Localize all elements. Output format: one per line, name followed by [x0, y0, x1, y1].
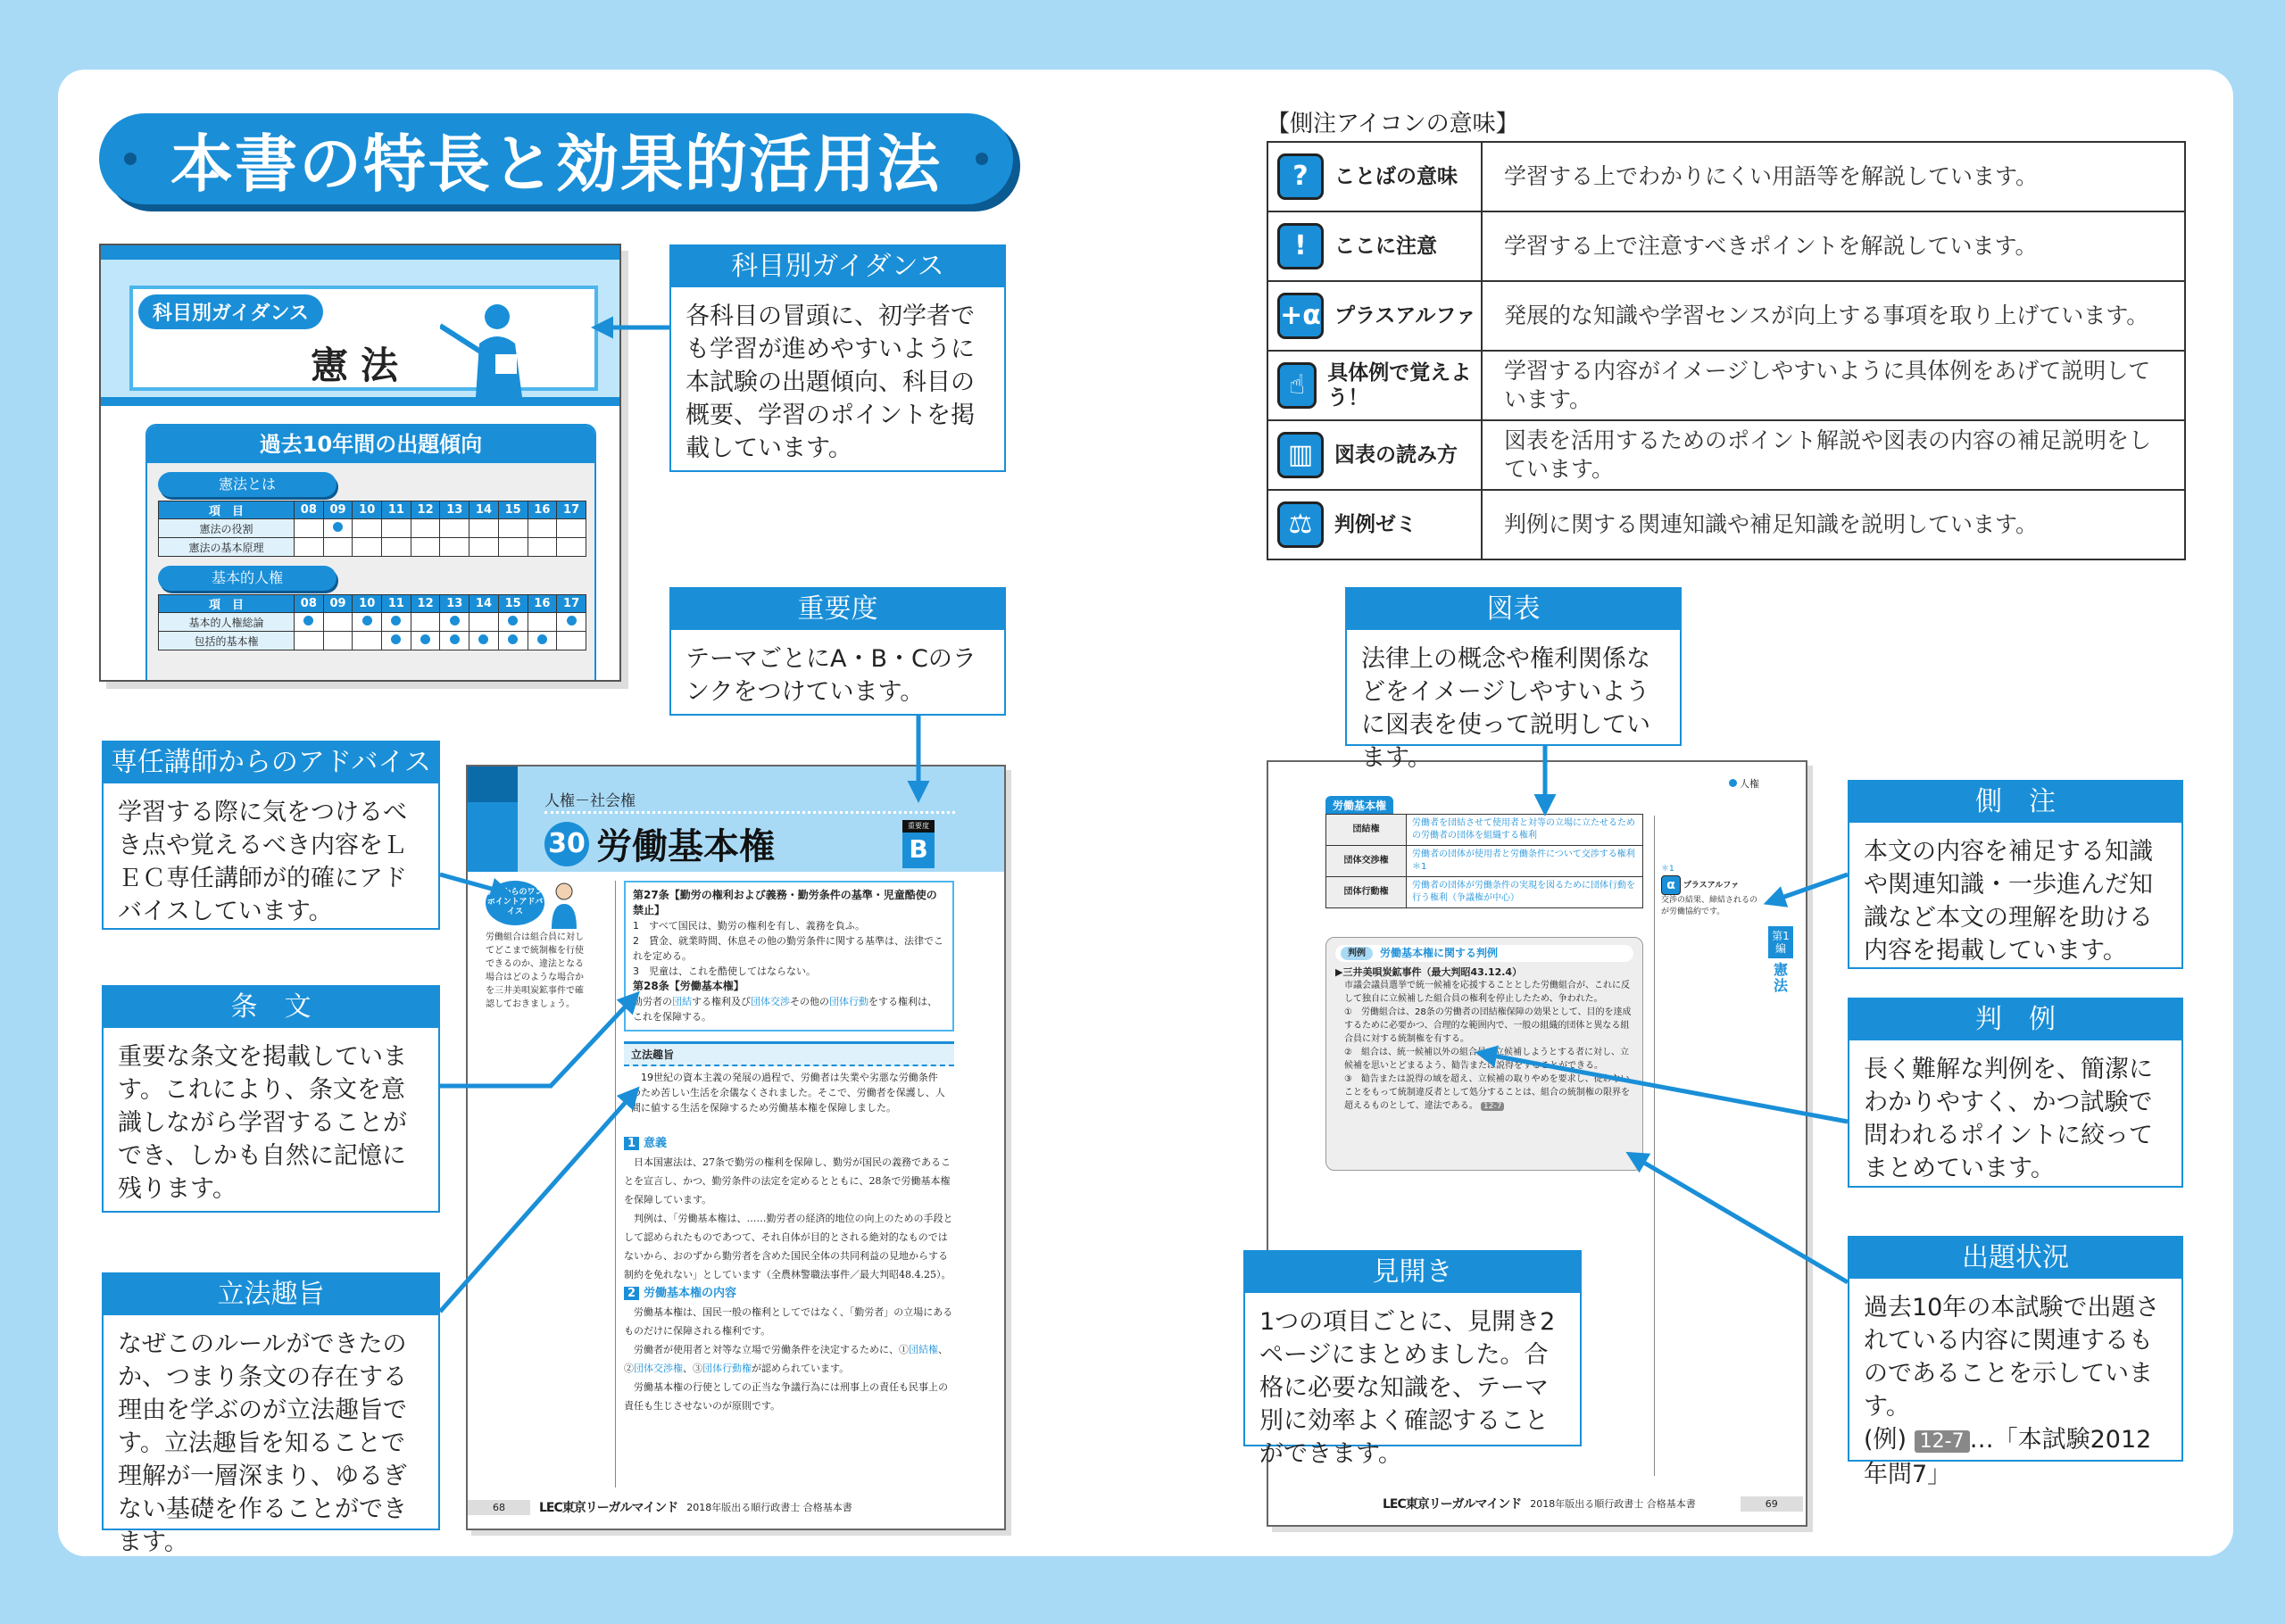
callout-importance [669, 587, 1006, 716]
article28-text [633, 994, 945, 1024]
trend-cell [557, 613, 586, 632]
callout-exam-text: 過去10年の本試験で出題されている内容に関連するものであることを示しています。 [1864, 1294, 2160, 1421]
section1-para2: 判例は、「労働基本権は、……勤労者の経済的地位の向上のための手段として認められたものであつて、それ自体が目的とされる絶対的なものではないから、おのずから勤労者を含めた国民全体の共同利益の見地からする制約を免れない」としています（全農林警職法事件／最大判昭48.4.25）。 [624, 1213, 953, 1280]
person-example-icon: ☝ [1277, 362, 1317, 409]
section2-para2 [624, 1340, 954, 1378]
a28-pre: 勤労者の [633, 996, 672, 1007]
right-desc: 労働者の団体が労働条件の実現を図るために団体行動を行う権利（争議権が中心） [1407, 877, 1643, 908]
trend-cell [323, 538, 353, 557]
chapter-part: 第1編 [1768, 926, 1793, 958]
legend-name-cell [1267, 351, 1482, 420]
trend-cell [528, 538, 557, 557]
case-point: ① 労働組合は、28条の労働者の団結権保障の効果として、目的を達成するために必要かつ、合理的な範囲内で、一般の組織的団体と異なる組合員に対する統制権を有する。 [1344, 1007, 1632, 1044]
trend-cell [557, 538, 586, 557]
section2-heading [624, 1284, 954, 1303]
exam-dot-mark [303, 616, 313, 626]
legend-row [1267, 142, 2185, 211]
publisher-logo: LEC東京リーガルマインド [1383, 1497, 1522, 1512]
topic-category: 人権－社会権 [544, 792, 636, 810]
trend-year-header: 13 [440, 595, 469, 613]
exam-ref-badge: 12-7 [1481, 1102, 1504, 1111]
legend-name: ここに注意 [1334, 235, 1437, 258]
column-divider [1654, 816, 1655, 1476]
exam-dot-mark [450, 634, 460, 644]
callout-spread-title: 見開き [1245, 1252, 1580, 1293]
trend-cell [440, 632, 469, 650]
topic-number: 30 [544, 822, 589, 866]
callout-spread-text: 1つの項目ごとに、見開き2ページにまとめました。合格に必要な知識を、テーマ別に効率よく確認することができます。 [1259, 1308, 1556, 1468]
article27-item: 2 賃金、就業時間、休息その他の勤労条件に関する基準は、法律でこれを定める。 [633, 935, 943, 962]
trend-cell [323, 613, 353, 632]
legend-desc: 学習する上で注意すべきポイントを解説しています。 [1482, 211, 2185, 281]
precedent-title: 労働基本権に関する判例 [1380, 947, 1499, 959]
legend-desc: 学習する内容がイメージしやすいように具体例をあげて説明しています。 [1482, 351, 2185, 420]
trend-section-label: 憲法とは [158, 472, 337, 497]
trend-cell [353, 613, 382, 632]
guidance-subject: 憲法 [311, 344, 411, 387]
trend-cell [469, 519, 499, 538]
guidance-label: 科目別ガイダンス [138, 294, 323, 329]
publisher-logo: LEC東京リーガルマインド [539, 1501, 678, 1515]
trend-cell [295, 613, 324, 632]
trend-cell [528, 519, 557, 538]
callout-precedent-text: 長く難解な判例を、簡潔にわかりやすく、かつ試験で問われるポイントに絞ってまとめています。 [1864, 1056, 2153, 1182]
rights-row [1326, 877, 1643, 908]
legend-name: 判例ゼミ [1334, 513, 1417, 536]
page-number: 68 [468, 1500, 530, 1515]
trend-year-header: 17 [557, 501, 586, 519]
section2-para3: 労働基本権の行使としての正当な争議行為には刑事上の責任も民事上の責任も生じさせないのが原則です。 [624, 1381, 948, 1412]
trend-year-header: 11 [382, 501, 411, 519]
callout-chart-text: 法律上の概念や権利関係などをイメージしやすいように図表を使って説明しています。 [1361, 645, 1650, 772]
exam-dot-mark [450, 616, 460, 626]
trend-year-header: 15 [498, 595, 528, 613]
legend-name-cell [1267, 420, 1482, 490]
callout-article-title: 条 文 [104, 987, 438, 1028]
right-desc: 労働者を団結させて使用者と対等の立場に立たせるための労働者の団体を組織する権利 [1407, 815, 1643, 846]
page-footer [1383, 1495, 1803, 1512]
legend-desc: 発展的な知識や学習センスが向上する事項を取り上げています。 [1482, 281, 2185, 351]
section2-number: 2 [624, 1287, 639, 1300]
dotted-rule [544, 811, 955, 814]
legend-name: 具体例で覚えよう！ [1327, 361, 1472, 410]
trend-year-header: 10 [353, 595, 382, 613]
trend-cell [469, 632, 499, 650]
callout-exam-body [1849, 1279, 2181, 1504]
trend-row-label: 包括的基本権 [159, 632, 295, 650]
trend-cell [498, 632, 528, 650]
trend-cell [353, 632, 382, 650]
callout-advice [102, 741, 440, 930]
trend-section-label: 基本的人権 [158, 566, 337, 591]
sample-page-left [466, 765, 1006, 1530]
page-title-text: 本書の特長と効果的活用法 [170, 127, 942, 201]
trend-cell [382, 519, 411, 538]
chapter-tab [1768, 926, 1793, 994]
section1-heading [624, 1134, 954, 1153]
callout-sidenote-text: 本文の内容を補足する知識や関連知識・一歩進んだ知識など本文の理解を助ける内容を掲載しています。 [1864, 838, 2153, 965]
topic-category: 人権 [1729, 776, 1759, 791]
legend-name-cell [1267, 490, 1482, 559]
trend-cell [295, 538, 324, 557]
trend-row [159, 519, 586, 538]
trend-cell [498, 519, 528, 538]
trend-header-row [159, 595, 586, 613]
precedent-box [1325, 937, 1643, 1171]
callout-importance-title: 重要度 [671, 589, 1004, 630]
legend-name-cell [1267, 142, 1482, 211]
plus-alpha-icon: +α [1277, 293, 1324, 339]
case-point: ③ 勧告または説得の域を超え、立候補の取りやめを要求し、従わないことをもって統制違反者として処分することは、組合の統制権の限界を超えるものとして、違法である。 12-7 [1344, 1074, 1630, 1111]
legend-desc: 判例に関する関連知識や補足知識を説明しています。 [1482, 490, 2185, 559]
article27-title: 第27条【勤労の権利および義務・勤労条件の基準・児童酷使の禁止】 [633, 889, 937, 916]
question-icon: ? [1277, 153, 1324, 200]
trend-year-header: 12 [411, 501, 440, 519]
legend-desc: 図表を活用するためのポイント解説や図表の内容の補足説明をしています。 [1482, 420, 2185, 490]
section2-title: 労働基本権の内容 [644, 1287, 737, 1300]
precedent-tag: 判例 [1341, 947, 1373, 960]
page-footer [468, 1498, 852, 1516]
chapter-subject: 憲法 [1773, 961, 1788, 994]
plus-alpha-icon: α [1661, 875, 1681, 895]
s2p2-m1: 、② [624, 1344, 948, 1374]
trend-row-label: 憲法の基本原理 [159, 538, 295, 557]
legend-row [1267, 351, 2185, 420]
exam-dot-mark [420, 634, 430, 644]
rights-row [1326, 846, 1643, 877]
trend-item-header: 項 目 [159, 595, 295, 613]
precedent-header [1335, 945, 1633, 962]
s2-right2: 団体交渉権 [634, 1363, 683, 1374]
trend-cell [382, 632, 411, 650]
trend-year-header: 14 [469, 595, 499, 613]
legend-name-wrap [1277, 153, 1481, 200]
guidance-sample-image [99, 244, 621, 682]
figure-tag: 労働基本権 [1325, 796, 1393, 815]
trend-year-header: 15 [498, 501, 528, 519]
trend-year-header: 12 [411, 595, 440, 613]
page-title [99, 113, 1013, 204]
callout-sidenote-title: 側 注 [1849, 782, 2181, 823]
legend-name-wrap [1277, 223, 1481, 269]
trend-item-header: 項 目 [159, 501, 295, 519]
article-box [624, 881, 954, 1032]
book-title: 2018年版出る順行政書士 合格基本書 [1530, 1498, 1696, 1510]
teacher-icon [440, 299, 547, 415]
trend-cell [353, 538, 382, 557]
legend-name: 図表の読み方 [1334, 443, 1458, 467]
legend-name-wrap [1277, 360, 1481, 410]
s2p2-pre: 労働者が使用者と対等な立場で労働条件を決定するために、① [634, 1344, 909, 1355]
legend-name-wrap [1277, 293, 1481, 339]
trend-row-label: 憲法の役割 [159, 519, 295, 538]
exam-dot-mark [391, 616, 401, 626]
callout-exam [1848, 1236, 2183, 1488]
article27-item: 1 すべて国民は、勤労の権利を有し、義務を負ふ。 [633, 920, 865, 932]
exam-example-badge: 12-7 [1915, 1430, 1970, 1453]
case-point: ② 組合は、統一候補以外の組合員で立候補しようとする者に対し、立候補を思いとどまるよう、勧告または説得をすることができる。 [1344, 1048, 1629, 1071]
trend-cell [382, 613, 411, 632]
legend-name-cell [1267, 211, 1482, 281]
exam-dot-mark [567, 616, 577, 626]
exam-dot-mark [478, 634, 488, 644]
exam-trend-box [145, 424, 596, 682]
trend-cell [528, 632, 557, 650]
importance-badge [902, 820, 935, 868]
callout-chart-title: 図表 [1347, 589, 1680, 630]
legend-row [1267, 420, 2185, 490]
trend-cell [411, 519, 440, 538]
advice-text: 労働組合は組合員に対してどこまで統制権を行使できるのか、違法となる場合はどのような場合かを三井美唄炭鉱事件で確認しておきましょう。 [486, 932, 584, 1009]
trend-row-label: 基本的人権総論 [159, 613, 295, 632]
scales-icon: ⚖ [1277, 501, 1324, 548]
purpose-text: 19世紀の資本主義の発展の過程で、労働者は失業や劣悪な労働条件のため苦しい生活を余儀なくされました。そこで、労働者を保護し、人間に値する生活を保障するため労働基本権を保障しました。 [631, 1072, 945, 1114]
exam-example-text: …「本試験2012年問7」 [1864, 1426, 2152, 1488]
trend-year-header: 16 [528, 501, 557, 519]
trend-cell [557, 632, 586, 650]
legend-name: プラスアルファ [1334, 304, 1476, 327]
exam-trend-title: 過去10年間の出題傾向 [147, 426, 594, 463]
callout-precedent-title: 判 例 [1849, 999, 2181, 1040]
trend-cell [557, 519, 586, 538]
callout-precedent [1848, 998, 2183, 1188]
topic-title: 労働基本権 [596, 826, 775, 867]
a28-term1: 団結 [672, 996, 692, 1007]
column-divider [615, 881, 616, 1487]
a28-mid1: する権利及び [692, 996, 751, 1007]
s2-right3: 団体行動権 [702, 1363, 752, 1374]
callout-advice-text: 学習する際に気をつけるべき点や覚えるべき内容をＬＥＣ専任講師が的確にアドバイスしています。 [118, 799, 407, 925]
case-summary: 市議会議員選挙で統一候補を応援することとした労働組合が、これに反して独自に立候補した組合員の権利を停止したため、争われた。 [1344, 981, 1630, 1004]
s2p2-m2: 、③ [683, 1363, 702, 1374]
trend-row [159, 632, 586, 650]
right-name: 団結権 [1326, 815, 1407, 846]
trend-year-header: 13 [440, 501, 469, 519]
exclamation-icon: ! [1277, 223, 1324, 269]
trend-year-header: 11 [382, 595, 411, 613]
a28-term3: 団体行動 [829, 996, 868, 1007]
rights-table [1325, 814, 1643, 908]
trend-cell [353, 519, 382, 538]
page-number: 69 [1741, 1496, 1803, 1512]
a28-term2: 団体交渉 [751, 996, 790, 1007]
sidenote-mark: ＊1 [1661, 865, 1674, 874]
bar-chart-icon: ▥ [1277, 432, 1324, 478]
legend-caption: 【側注アイコンの意味】 [1267, 111, 1519, 137]
callout-chart [1345, 587, 1682, 772]
trend-year-header: 09 [323, 595, 353, 613]
trend-row [159, 538, 586, 557]
exam-dot-mark [537, 634, 547, 644]
importance-rank: B [909, 834, 928, 864]
lecturer-icon [548, 881, 580, 929]
callout-guidance-title: 科目別ガイダンス [671, 246, 1004, 287]
callout-purpose-text: なぜこのルールができたのか、つまり条文の存在する理由を学ぶのが立法趣旨です。立法趣旨を知ることで理解が一層深まり、ゆるぎない基礎を作ることができます。 [118, 1330, 407, 1556]
a28-post: をする権利は、これを保障する。 [633, 996, 937, 1023]
exam-dot-mark [362, 616, 372, 626]
callout-guidance-text: 各科目の冒頭に、初学者でも学習が進めやすいように本試験の出題傾向、科目の概要、学習のポイントを掲載しています。 [686, 302, 975, 462]
title-dot-left [124, 153, 137, 165]
exam-dot-mark [508, 616, 518, 626]
page-header [468, 766, 1004, 872]
exam-dot-mark [333, 522, 343, 532]
sidenote [1661, 864, 1759, 918]
trend-year-header: 08 [295, 595, 324, 613]
trend-cell [469, 538, 499, 557]
rights-row [1326, 815, 1643, 846]
exam-dot-mark [391, 634, 401, 644]
callout-article-text: 重要な条文を掲載しています。これにより、条文を意識しながら学習することができ、しかも自然に記憶に残ります。 [118, 1043, 407, 1203]
title-dot-right [976, 153, 988, 165]
legend-desc: 学習する上でわかりにくい用語等を解説しています。 [1482, 142, 2185, 211]
trend-cell [295, 632, 324, 650]
exam-example-prefix: (例) [1864, 1426, 1907, 1454]
trend-year-header: 16 [528, 595, 557, 613]
trend-cell [498, 538, 528, 557]
callout-purpose [102, 1272, 440, 1556]
page-body [624, 1134, 954, 1415]
trend-cell [440, 613, 469, 632]
legend-row [1267, 490, 2185, 559]
book-title: 2018年版出る順行政書士 合格基本書 [686, 1502, 852, 1513]
advice-sidenote [486, 881, 584, 1011]
trend-cell [440, 519, 469, 538]
trend-year-header: 09 [323, 501, 353, 519]
sidenote-text: 交渉の結果、締結されるのが労働協約です。 [1661, 896, 1758, 916]
legend-name-cell [1267, 281, 1482, 351]
callout-spread [1243, 1250, 1582, 1468]
legend-name-wrap [1277, 501, 1481, 548]
trend-cell [411, 632, 440, 650]
section1-number: 1 [624, 1137, 639, 1150]
importance-label: 重要度 [902, 820, 935, 833]
trend-cell [498, 613, 528, 632]
trend-cell [323, 519, 353, 538]
right-name: 団体行動権 [1326, 877, 1407, 908]
right-desc: 労働者の団体が使用者と労働条件について交渉する権利 ＊1 [1407, 846, 1643, 877]
advice-bubble: 講師からのワンポイントアドバイス [486, 881, 544, 925]
trend-cell [295, 519, 324, 538]
s2p2-post: が認められています。 [752, 1363, 850, 1374]
right-name: 団体交渉権 [1326, 846, 1407, 877]
trend-table [158, 594, 586, 650]
trend-table [158, 501, 586, 557]
exam-dot-mark [508, 634, 518, 644]
s2-right1: 団結権 [909, 1344, 938, 1355]
case-title: ▶三井美唄炭鉱事件（最大判昭43.12.4） [1335, 966, 1523, 978]
article28-title: 第28条【労働基本権】 [633, 980, 744, 992]
section1-para1: 日本国憲法は、27条で勤労の権利を保障し、勤労が国民の義務であることを宣言し、かつ、勤労条件の法定を定めるとともに、28条で労働基本権を保障しています。 [624, 1156, 951, 1206]
callout-article [102, 985, 440, 1213]
section1-title: 意義 [644, 1137, 668, 1150]
trend-cell [323, 632, 353, 650]
callout-purpose-title: 立法趣旨 [104, 1274, 438, 1315]
trend-cell [382, 538, 411, 557]
purpose-heading: 立法趣旨 [624, 1041, 954, 1066]
callout-guidance [669, 244, 1006, 472]
legend-row [1267, 281, 2185, 351]
legend-name: ことばの意味 [1334, 165, 1458, 188]
sidenote-label: プラスアルファ [1683, 881, 1740, 891]
callout-exam-title: 出題状況 [1849, 1238, 2181, 1279]
trend-row [159, 613, 586, 632]
legend-row [1267, 211, 2185, 281]
article27-item: 3 児童は、これを酷使してはならない。 [633, 965, 816, 977]
trend-year-header: 10 [353, 501, 382, 519]
trend-cell [411, 613, 440, 632]
header-strip-dark [468, 766, 518, 802]
callout-sidenote [1848, 780, 2183, 969]
trend-year-header: 14 [469, 501, 499, 519]
callout-advice-title: 専任講師からのアドバイス [104, 742, 438, 783]
section2-para1: 労働基本権は、国民一般の権利としてではなく、「勤労者」の立場にあるものだけに保障される権利です。 [624, 1306, 953, 1337]
trend-cell [411, 538, 440, 557]
legislative-purpose [624, 1041, 954, 1119]
trend-cell [469, 613, 499, 632]
trend-header-row [159, 501, 586, 519]
trend-cell [528, 613, 557, 632]
trend-cell [440, 538, 469, 557]
trend-year-header: 08 [295, 501, 324, 519]
callout-importance-text: テーマごとにA・B・Cのランクをつけています。 [686, 645, 976, 706]
a28-mid2: その他の [790, 996, 829, 1007]
sidenote-icon-table [1267, 141, 2186, 560]
legend-name-wrap [1277, 432, 1481, 478]
trend-year-header: 17 [557, 595, 586, 613]
